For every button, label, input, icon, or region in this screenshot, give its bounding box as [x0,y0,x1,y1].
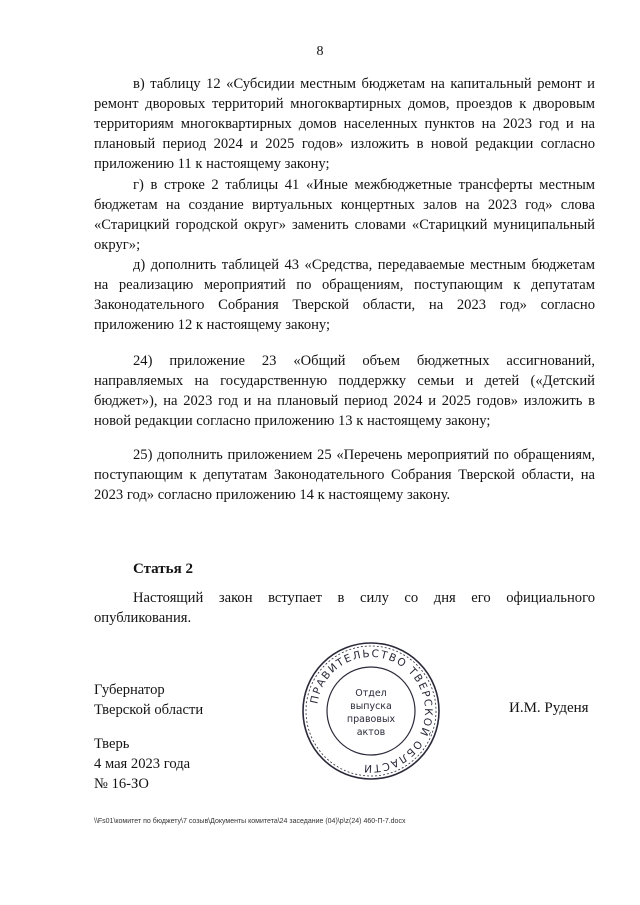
paragraph-24: 24) приложение 23 «Общий объем бюджетных ассигнований, направляемых на государственную поддержку семьи и детей («Детский бюджет»), на 2023 год и на плановый период 2024 и 2025 годов» изложить в новой редакции согласно приложению 13 к настоящему закону; [94,353,595,429]
seal-line-2: выпуска [350,701,392,712]
law-date: 4 мая 2023 года [94,756,191,772]
seal-graphic [300,640,442,782]
seal-line-1: Отдел [355,688,387,699]
signatory-title [94,680,203,720]
seal-line-3: правовых [346,714,396,725]
seal-line-4: актов [356,727,386,738]
paragraph-v: в) таблицу 12 «Субсидии местным бюджетам на капитальный ремонт и ремонт дворовых территорий многоквартирных домов, проездов к дворовым территориям многоквартирных домов населенных пунктов на 2023 год и на плановый период 2024 и 2025 годов» изложить в новой редакции согласно приложению 11 к настоящему закону; [94,76,595,172]
signatory-name: И.М. Руденя [509,700,589,716]
paragraph-25: 25) дополнить приложением 25 «Перечень мероприятий по обращениям, поступающим к депутатам Законодательного Собрания Тверской области, на 2023 год» согласно приложению 14 к настоящему закону. [94,447,595,503]
signatory-title-line2: Тверской области [94,702,204,718]
place-date-block [94,734,190,794]
page-number: 8 [316,44,324,59]
footer-file-path: \\Fs01\комитет по бюджету\7 созыв\Документы комитета\24 заседание (04)\p\z(24) 460-П-7.docx [94,818,406,825]
article-heading: Статья 2 [133,561,193,577]
law-number: № 16-ЗО [94,776,149,792]
paragraph-g: г) в строке 2 таблицы 41 «Иные межбюджетные трансферты местным бюджетам на создание виртуальных концертных залов на 2023 год» слова «Старицкий городской округ» заменить словами «Старицкий муниципальный округ»; [94,177,595,253]
signatory-title-line1: Губернатор [94,682,165,698]
seal-ring-text: ПРАВИТЕЛЬСТВО ТВЕРСКОЙ ОБЛАСТИ [308,647,435,775]
article-text: Настоящий закон вступает в силу со дня его официального опубликования. [94,590,595,626]
city: Тверь [94,736,130,752]
paragraph-d: д) дополнить таблицей 43 «Средства, передаваемые местным бюджетам на реализацию мероприятий по обращениям, поступающим к депутатам Законодательного Собрания Тверской области, на 2023 год» согласно приложению 12 к настоящему закону; [94,257,595,333]
official-seal [300,640,442,782]
